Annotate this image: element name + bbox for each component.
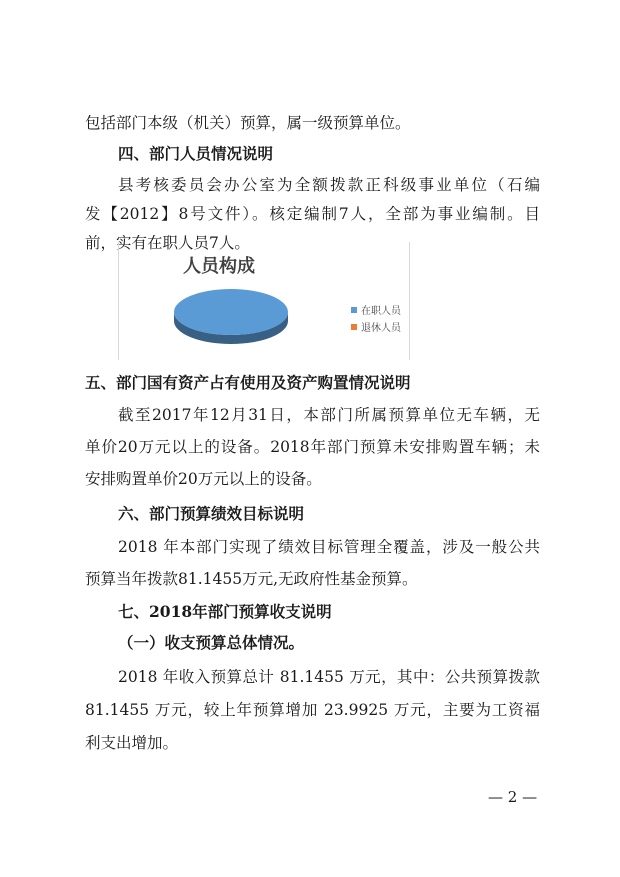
section-heading-4: 四、部门人员情况说明 — [118, 144, 274, 163]
legend-label: 在职人员 — [361, 306, 401, 317]
page-number: — 2 — — [488, 788, 538, 806]
text-line: 预算当年拨款81.1455万元,无政府性基金预算。 — [85, 570, 418, 588]
legend-swatch — [351, 307, 357, 313]
pie-slice — [174, 289, 288, 335]
text-line: 前，实有在职人员7人。 — [85, 234, 250, 252]
legend-item — [351, 302, 401, 317]
text-line: 发【2012】8号文件）。核定编制7人，全部为事业编制。目 — [85, 205, 540, 223]
legend-label: 退休人员 — [361, 323, 401, 334]
section-heading-5: 五、部门国有资产占有使用及资产购置情况说明 — [85, 373, 411, 392]
text-line: 单价20万元以上的设备。2018年部门预算未安排购置车辆；未 — [85, 438, 540, 456]
legend-item — [351, 319, 401, 334]
text-line: 2018 年收入预算总计 81.1455 万元，其中：公共预算拨款 — [118, 668, 540, 686]
text-line: 包括部门本级（机关）预算，属一级预算单位。 — [85, 114, 411, 132]
text-line: 81.1455 万元，较上年预算增加 23.9925 万元，主要为工资福 — [85, 701, 540, 719]
section-heading-6: 六、部门预算绩效目标说明 — [118, 504, 305, 523]
text-line: 县考核委员会办公室为全额拨款正科级事业单位（石编 — [118, 176, 540, 194]
legend-swatch — [351, 324, 357, 330]
text-line: 利支出增加。 — [85, 734, 179, 752]
section-heading-7: 七、2018年部门预算收支说明 — [118, 602, 332, 621]
staff-composition-chart — [118, 242, 410, 360]
subsection-heading: （一）收支预算总体情况。 — [118, 633, 305, 652]
chart-title: 人员构成 — [183, 256, 255, 277]
pie-chart — [119, 242, 409, 360]
text-line: 截至2017年12月31日，本部门所属预算单位无车辆，无 — [118, 406, 540, 424]
text-line: 安排购置单价20万元以上的设备。 — [85, 470, 322, 488]
text-line: 2018 年本部门实现了绩效目标管理全覆盖，涉及一般公共 — [118, 538, 540, 556]
